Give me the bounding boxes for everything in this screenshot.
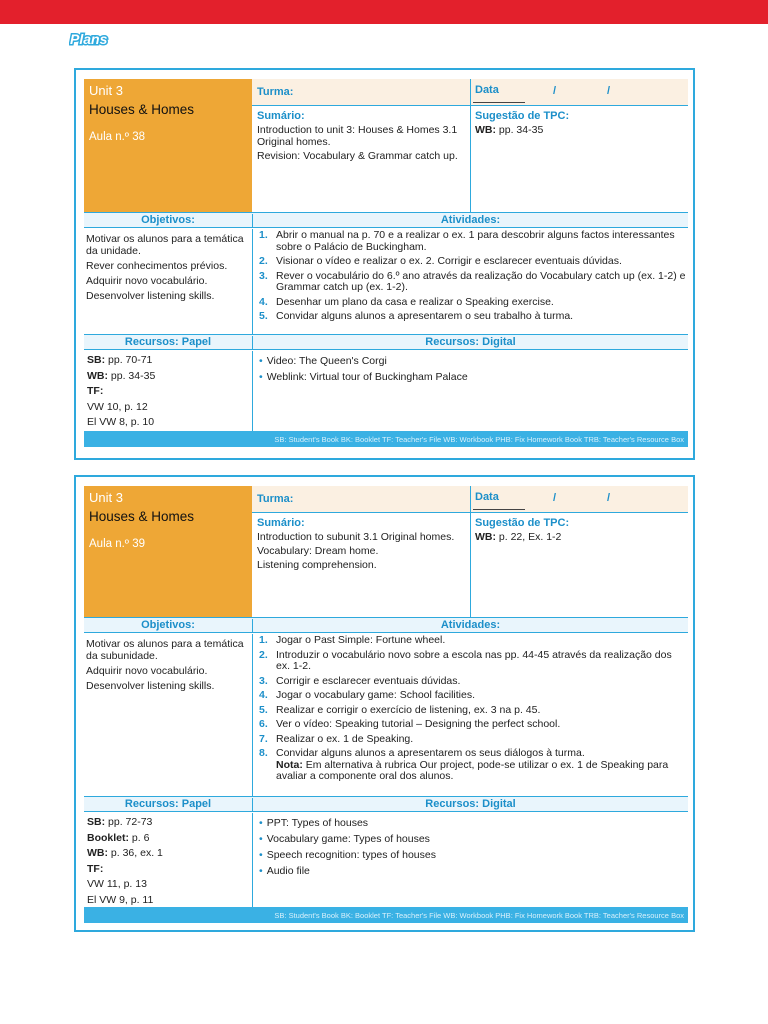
summary-cell	[252, 513, 470, 619]
homework-cell	[470, 106, 688, 212]
activity-number: 1.	[259, 634, 268, 646]
activity-number: 1.	[259, 229, 268, 241]
paper-resource-item: WB: pp. 34-35	[87, 369, 156, 382]
activity-item	[259, 650, 686, 673]
digital-resource-item[interactable]: • Video: The Queen's Corgi	[259, 355, 387, 367]
date-label: Data	[475, 491, 499, 503]
activity-item	[259, 676, 686, 688]
digital-resource-item[interactable]: • PPT: Types of houses	[259, 817, 369, 829]
digital-resources-list	[252, 813, 688, 907]
unit-box	[84, 79, 252, 212]
activity-item	[259, 256, 686, 268]
section-header-objectives-activities	[84, 212, 688, 228]
plans-logo	[69, 29, 111, 49]
date-separator: /	[607, 85, 611, 97]
activity-text: Desenhar um plano da casa e realizar o Speaking exercise.	[276, 295, 554, 308]
paper-resource-item: El VW 9, p. 11	[87, 893, 154, 906]
activity-text: Jogar o Past Simple: Fortune wheel.	[276, 634, 446, 646]
activity-text: Corrigir e esclarecer eventuais dúvidas.	[276, 674, 461, 687]
summary-label: Sumário:	[257, 110, 305, 122]
objectives-label: Objetivos:	[141, 619, 195, 631]
activity-note	[259, 760, 686, 783]
class-field[interactable]	[252, 486, 470, 513]
activity-item	[259, 271, 686, 294]
activity-item	[259, 690, 686, 702]
activity-item	[259, 230, 686, 253]
summary-line: Introduction to unit 3: Houses & Homes 3.1 Original homes.	[257, 124, 458, 148]
digital-resource-item[interactable]: • Weblink: Virtual tour of Buckingham Palace	[259, 371, 468, 383]
section-header-resources	[84, 796, 688, 812]
paper-resource-item: El VW 8, p. 10	[87, 416, 155, 428]
bullet-icon: •	[259, 355, 263, 367]
paper-resource-item: TF:	[87, 385, 104, 397]
date-separator: /	[607, 492, 611, 504]
homework-label: Sugestão de TPC:	[475, 517, 570, 529]
class-label: Turma:	[257, 493, 294, 505]
note-label: Nota:	[276, 758, 303, 771]
objective-item: Rever conhecimentos prévios.	[86, 260, 228, 272]
digital-resource-item[interactable]: • Speech recognition: types of houses	[259, 849, 436, 861]
digital-resource-item[interactable]: • Audio file	[259, 865, 310, 877]
digital-resources-list	[252, 351, 688, 431]
homework-source: WB:	[475, 531, 496, 543]
objectives-label: Objetivos:	[141, 214, 195, 226]
summary-line: Vocabulary: Dream home.	[257, 545, 379, 557]
activity-number: 2.	[259, 255, 268, 267]
digital-resources-label: Recursos: Digital	[252, 798, 688, 812]
activity-text: Realizar o ex. 1 de Speaking.	[276, 732, 414, 745]
date-label: Data	[475, 84, 499, 96]
bullet-icon: •	[259, 849, 263, 861]
bullet-icon: •	[259, 817, 263, 829]
activity-text: Abrir o manual na p. 70 e a realizar o ex. 1 para descobrir alguns factos interessantes sobre o Palácio de Buckingham.	[276, 229, 675, 253]
activity-number: 5.	[259, 310, 268, 322]
class-label: Turma:	[257, 86, 294, 98]
activity-item	[259, 719, 686, 731]
date-field[interactable]	[470, 79, 688, 106]
summary-label: Sumário:	[257, 517, 305, 529]
unit-number: Unit 3	[89, 83, 123, 98]
activity-text: Visionar o vídeo e realizar o ex. 2. Corrigir e esclarecer eventuais dúvidas.	[276, 255, 622, 267]
activities-label: Atividades:	[252, 214, 688, 228]
objective-item: Adquirir novo vocabulário.	[86, 665, 208, 677]
plan-header	[84, 486, 688, 619]
objective-item: Motivar os alunos para a temática da unidade.	[86, 233, 244, 257]
date-separator: /	[553, 492, 557, 504]
homework-source: WB:	[475, 124, 496, 136]
bullet-icon: •	[259, 833, 263, 845]
activity-number: 5.	[259, 703, 268, 716]
date-underline	[473, 102, 525, 103]
objective-item: Desenvolver listening skills.	[86, 290, 215, 302]
objectives-list	[84, 231, 252, 334]
paper-resource-item: Booklet: p. 6	[87, 831, 150, 844]
summary-line: Listening comprehension.	[257, 559, 377, 571]
homework-text: p. 22, Ex. 1-2	[498, 531, 562, 543]
summary-cell	[252, 106, 470, 212]
bullet-icon: •	[259, 371, 263, 383]
activity-number: 4.	[259, 295, 268, 308]
lesson-plan-card	[74, 475, 695, 932]
date-field[interactable]	[470, 486, 688, 513]
digital-resources-label: Recursos: Digital	[252, 336, 688, 350]
activities-label: Atividades:	[252, 619, 688, 633]
section-header-resources	[84, 334, 688, 350]
activities-list	[252, 229, 688, 334]
activity-item	[259, 734, 686, 746]
homework-label: Sugestão de TPC:	[475, 110, 570, 122]
activity-text: Convidar alguns alunos a apresentarem o seu trabalho à turma.	[276, 310, 574, 322]
activity-number: 4.	[259, 689, 268, 701]
lesson-number: Aula n.º 38	[89, 131, 145, 143]
svg-text:Plans: Plans	[70, 31, 108, 47]
paper-resource-item: WB: p. 36, ex. 1	[87, 847, 163, 859]
activity-text: Jogar o vocabulary game: School facilities.	[276, 689, 476, 701]
activity-item	[259, 311, 686, 323]
note-text: Em alternativa à rubrica Our project, pode-se utilizar o ex. 1 de Speaking para avaliar a componente oral dos alunos.	[276, 758, 669, 782]
date-underline	[473, 509, 525, 510]
activity-text: Convidar alguns alunos a apresentarem os seus diálogos à turma.	[276, 747, 585, 759]
activity-item	[259, 705, 686, 717]
section-header-objectives-activities	[84, 617, 688, 633]
activity-number: 3.	[259, 269, 268, 282]
activity-number: 2.	[259, 648, 268, 661]
activity-number: 8.	[259, 747, 268, 759]
paper-resource-item: SB: pp. 72-73	[87, 816, 153, 828]
lesson-plan-card	[74, 68, 695, 460]
unit-box	[84, 486, 252, 619]
paper-resource-item: VW 11, p. 13	[87, 878, 147, 890]
objective-item: Adquirir novo vocabulário.	[86, 275, 208, 287]
abbreviations-footer: SB: Student's Book BK: Booklet TF: Teacher's File WB: Workbook PHB: Fix Homework Book TRB: Teacher's Resource Box	[84, 431, 688, 447]
bullet-icon: •	[259, 865, 263, 877]
activity-number: 7.	[259, 732, 268, 745]
activity-text: Realizar e corrigir o exercício de listening, ex. 3 na p. 45.	[276, 703, 541, 716]
paper-resources-label: Recursos: Papel	[124, 798, 212, 810]
paper-resource-item: TF:	[87, 862, 104, 875]
activity-number: 6.	[259, 718, 268, 730]
activities-list	[252, 634, 688, 796]
activity-number: 3.	[259, 674, 268, 687]
homework-cell	[470, 513, 688, 619]
activity-text: Introduzir o vocabulário novo sobre a escola nas pp. 44-45 através da realização dos ex. 1-2.	[276, 648, 672, 672]
unit-number: Unit 3	[89, 490, 123, 505]
lesson-number: Aula n.º 39	[89, 538, 145, 550]
summary-line: Revision: Vocabulary & Grammar catch up.	[257, 150, 458, 162]
digital-resource-item[interactable]: • Vocabulary game: Types of houses	[259, 833, 430, 845]
date-separator: /	[553, 85, 557, 97]
objective-item: Desenvolver listening skills.	[86, 680, 215, 692]
activity-item	[259, 635, 686, 647]
unit-title: Houses & Homes	[89, 509, 195, 524]
paper-resources-label: Recursos: Papel	[124, 336, 212, 348]
objective-item: Motivar os alunos para a temática da subunidade.	[86, 638, 244, 662]
objectives-list	[84, 636, 252, 796]
activity-item	[259, 297, 686, 309]
class-field[interactable]	[252, 79, 470, 106]
plan-header	[84, 79, 688, 212]
paper-resource-item: SB: pp. 70-71	[87, 354, 153, 366]
activity-text: Ver o vídeo: Speaking tutorial – Designing the perfect school.	[276, 718, 561, 730]
paper-resources-list	[84, 351, 252, 431]
top-bar	[0, 0, 768, 24]
abbreviations-footer: SB: Student's Book BK: Booklet TF: Teacher's File WB: Workbook PHB: Fix Homework Book TRB: Teacher's Resource Box	[84, 907, 688, 923]
unit-title: Houses & Homes	[89, 102, 195, 117]
activity-text: Rever o vocabulário do 6.º ano através da realização do Vocabulary catch up (ex. 1-2) e Grammar catch up (ex. 1-2).	[276, 269, 686, 293]
summary-line: Introduction to subunit 3.1 Original homes.	[257, 531, 455, 543]
homework-text: pp. 34-35	[498, 124, 544, 136]
paper-resources-list	[84, 813, 252, 907]
paper-resource-item: VW 10, p. 12	[87, 400, 148, 413]
